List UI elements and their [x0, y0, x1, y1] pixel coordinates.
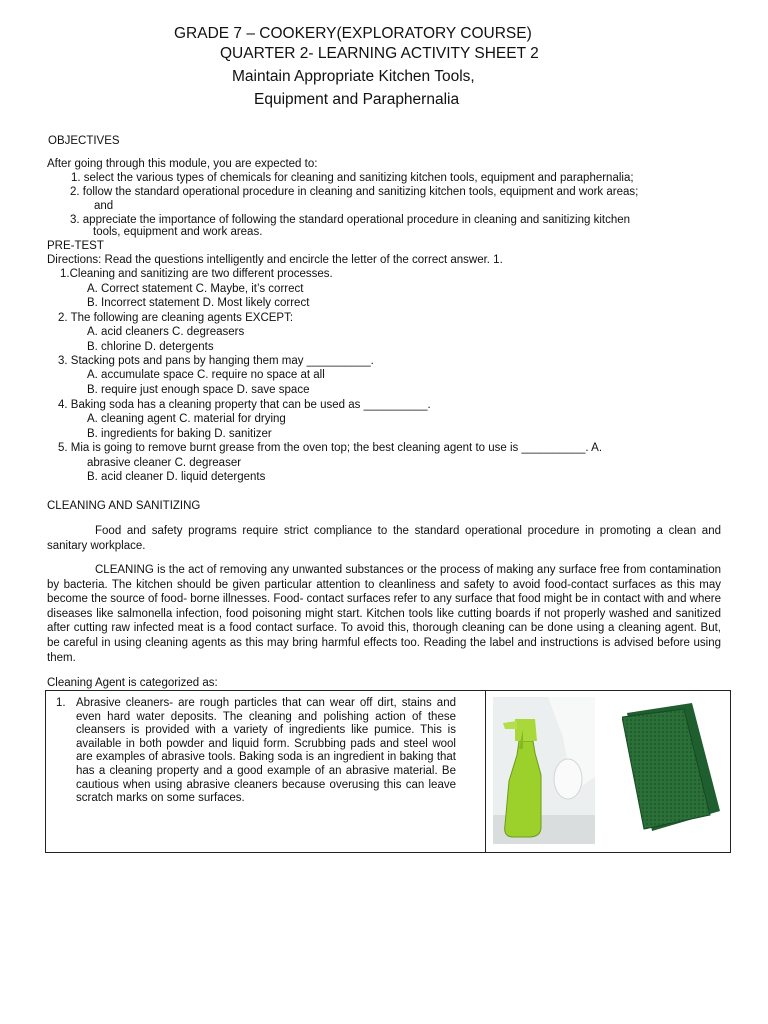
objectives-intro: After going through this module, you are expected to:	[47, 158, 318, 170]
pretest-directions: Directions: Read the questions intelligently and encircle the letter of the correct answer. 1.	[47, 254, 503, 266]
table-divider	[485, 691, 486, 852]
cleaning-agent-categorized: Cleaning Agent is categorized as:	[47, 677, 218, 689]
question-line: 2. The following are cleaning agents EXCEPT:	[58, 312, 294, 324]
pretest-heading: PRE-TEST	[47, 240, 104, 252]
header-line-2: QUARTER 2- LEARNING ACTIVITY SHEET 2	[220, 45, 539, 62]
objective-item: 3. appreciate the importance of following the standard operational procedure in cleaning and sanitizing kitchen	[70, 214, 631, 226]
cleaning-heading: CLEANING AND SANITIZING	[47, 500, 201, 512]
abrasive-cleaners-text: Abrasive cleaners- are rough particles that can wear off dirt, stains and even hard water deposits. The cleaning and polishing action of these cleansers is provided with a variety of ingredients like pumice. This is available in both powder and liquid form. Scrubbing pads and steel wool are examples of abrasive tools. Baking soda is an ingredient in baking that has a cleaning property and a good example of an abrasive material. Be cautious when using abrasive cleaners because overusing this can leave scratch marks on some surfaces.	[76, 697, 456, 805]
answer-line: B. acid cleaner D. liquid detergents	[87, 471, 266, 483]
answer-line: A. acid cleaners C. degreasers	[87, 326, 245, 338]
question-line: 3. Stacking pots and pans by hanging them may __________.	[58, 355, 374, 367]
spray-trigger-head	[515, 719, 537, 741]
answer-line: A. accumulate space C. require no space at all	[87, 369, 325, 381]
answer-line: A. cleaning agent C. material for drying	[87, 413, 286, 425]
answer-line: B. Incorrect statement D. Most likely correct	[87, 297, 310, 309]
answer-line: B. ingredients for baking D. sanitizer	[87, 428, 272, 440]
objective-item: and	[94, 200, 114, 212]
header-subtitle: Equipment and Paraphernalia	[254, 91, 460, 108]
header-title: Maintain Appropriate Kitchen Tools,	[232, 68, 475, 85]
cleaning-definition-paragraph: CLEANING is the act of removing any unwanted substances or the process of making any surface free from contamination by bacteria. The kitchen should be given particular attention to cleanliness and safety to avoid food-contact surfaces as this may become the source of food- borne illnesses. Food- contact surfaces refer to any surface that food might be in contact with and where diseases like salmonella infection, food poisoning might start. Kitchen tools like cutting boards if not properly washed and sanitized after cutting raw infected meat is a food contact surface. To avoid this, thorough cleaning can be done using a cleaning agent. But, be careful in using cleaning agents as this may bring harmful effects too. Reading the label and instructions is advised before using them.	[47, 564, 721, 664]
objective-item: 1. select the various types of chemicals for cleaning and sanitizing kitchen tools, equipment and paraphernalia;	[71, 172, 634, 184]
spray-bottle-illustration	[493, 697, 595, 844]
question-line: 1.Cleaning and sanitizing are two different processes.	[60, 268, 333, 280]
objective-item: tools, equipment and work areas.	[93, 226, 263, 238]
list-number: 1.	[56, 697, 66, 709]
cleaning-agent-table	[45, 690, 731, 853]
answer-line: abrasive cleaner C. degreaser	[87, 457, 242, 469]
scrub-pads-illustration	[622, 703, 722, 833]
objectives-heading: OBJECTIVES	[48, 135, 120, 147]
objective-item: 2. follow the standard operational procedure in cleaning and sanitizing kitchen tools, equipment and work areas;	[70, 186, 639, 198]
cleaning-intro-paragraph: Food and safety programs require strict compliance to the standard operational procedure in promoting a clean and sanitary workplace.	[47, 525, 721, 552]
abrasive-cleaners-description	[56, 697, 456, 806]
answer-line: A. Correct statement C. Maybe, it’s correct	[87, 283, 304, 295]
answer-line: B. chlorine D. detergents	[87, 341, 214, 353]
question-line: 5. Mia is going to remove burnt grease from the oven top; the best cleaning agent to use is __________. A.	[58, 442, 603, 454]
glass-jar	[554, 759, 582, 799]
header-line-1: GRADE 7 – COOKERY(EXPLORATORY COURSE)	[174, 25, 532, 42]
answer-line: B. require just enough space D. save space	[87, 384, 310, 396]
question-line: 4. Baking soda has a cleaning property that can be used as __________.	[58, 399, 431, 411]
